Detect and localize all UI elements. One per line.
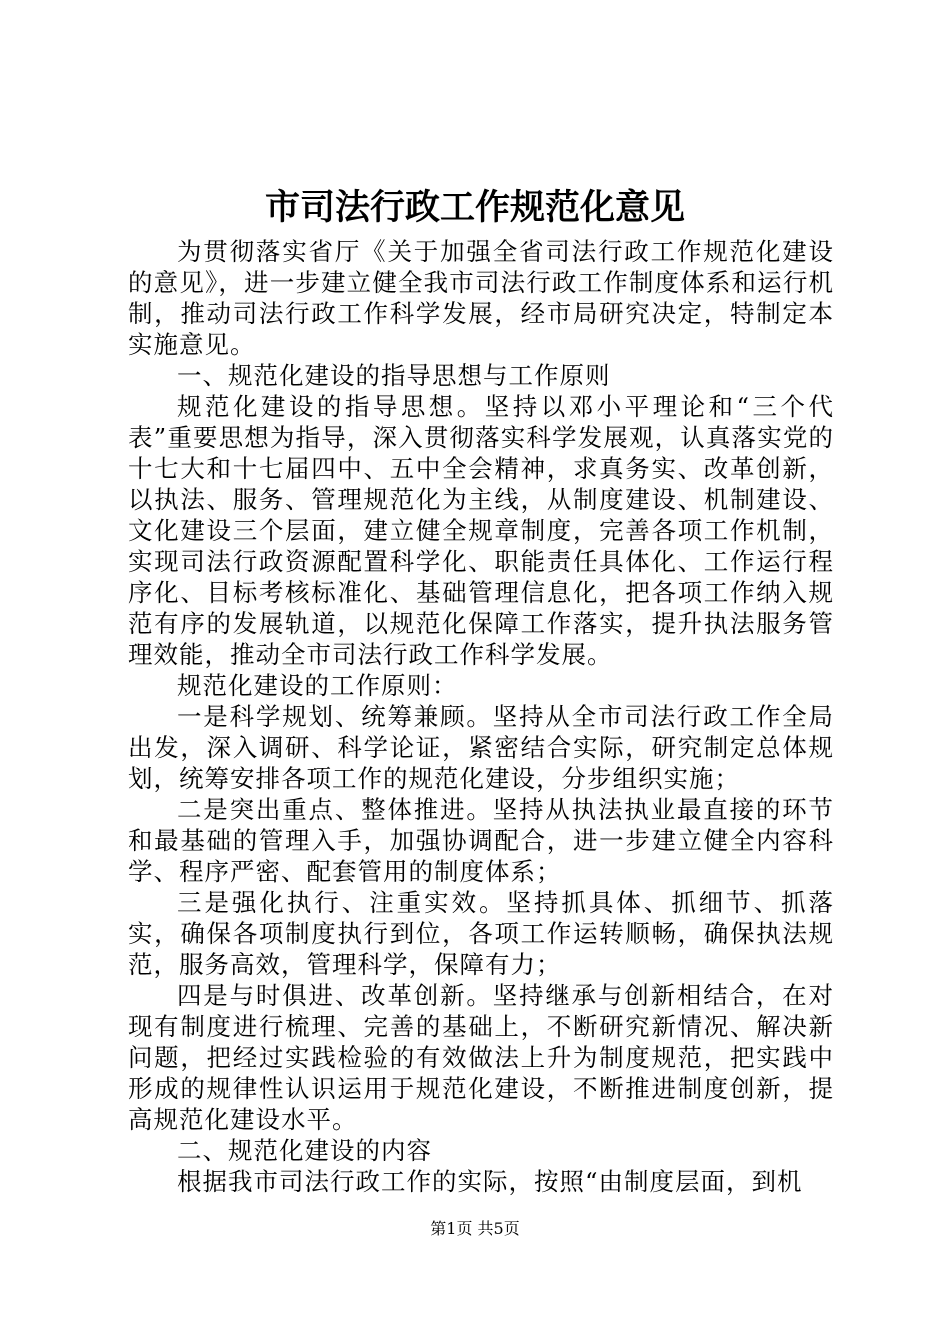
document-title: 市司法行政工作规范化意见 (264, 187, 685, 228)
section-heading: 二、规范化建设的内容 (177, 1136, 432, 1165)
paragraph: 二是突出重点、整体推进。坚持从执法执业最直接的环节和最基础的管理入手，加强协调配合，进一步建立健全内容科学、程序严密、配套管用的制度体系； (128, 795, 834, 886)
paragraph: 三是强化执行、注重实效。坚持抓具体、抓细节、抓落实，确保各项制度执行到位，各项工作运转顺畅，确保执法规范，服务高效，管理科学，保障有力； (128, 888, 834, 979)
section-heading: 一、规范化建设的指导思想与工作原则 (177, 361, 611, 390)
section-heading: 规范化建设的工作原则： (177, 671, 458, 700)
paragraph: 四是与时俱进、改革创新。坚持继承与创新相结合，在对现有制度进行梳理、完善的基础上，不断研究新情况、解决新问题，把经过实践检验的有效做法上升为制度规范，把实践中形成的规律性认识运用于规范化建设，不断推进制度创新，提高规范化建设水平。 (128, 981, 834, 1134)
paragraph: 根据我市司法行政工作的实际，按照“由制度层面，到机 (177, 1167, 803, 1196)
page-number-footer: 第1页 共5页 (430, 1219, 520, 1238)
document-body (128, 236, 834, 1197)
paragraph: 一是科学规划、统筹兼顾。坚持从全市司法行政工作全局出发，深入调研、科学论证，紧密结合实际，研究制定总体规划，统筹安排各项工作的规范化建设，分步组织实施； (128, 702, 834, 793)
paragraph: 规范化建设的指导思想。坚持以邓小平理论和“三个代表”重要思想为指导，深入贯彻落实科学发展观，认真落实党的十七大和十七届四中、五中全会精神，求真务实、改革创新，以执法、服务、管理规范化为主线，从制度建设、机制建设、文化建设三个层面，建立健全规章制度，完善各项工作机制，实现司法行政资源配置科学化、职能责任具体化、工作运行程序化、目标考核标准化、基础管理信息化，把各项工作纳入规范有序的发展轨道，以规范化保障工作落实，提升执法服务管理效能，推动全市司法行政工作科学发展。 (128, 392, 834, 669)
paragraph: 为贯彻落实省厅《关于加强全省司法行政工作规范化建设的意见》，进一步建立健全我市司法行政工作制度体系和运行机制，推动司法行政工作科学发展，经市局研究决定，特制定本实施意见。 (128, 237, 834, 359)
